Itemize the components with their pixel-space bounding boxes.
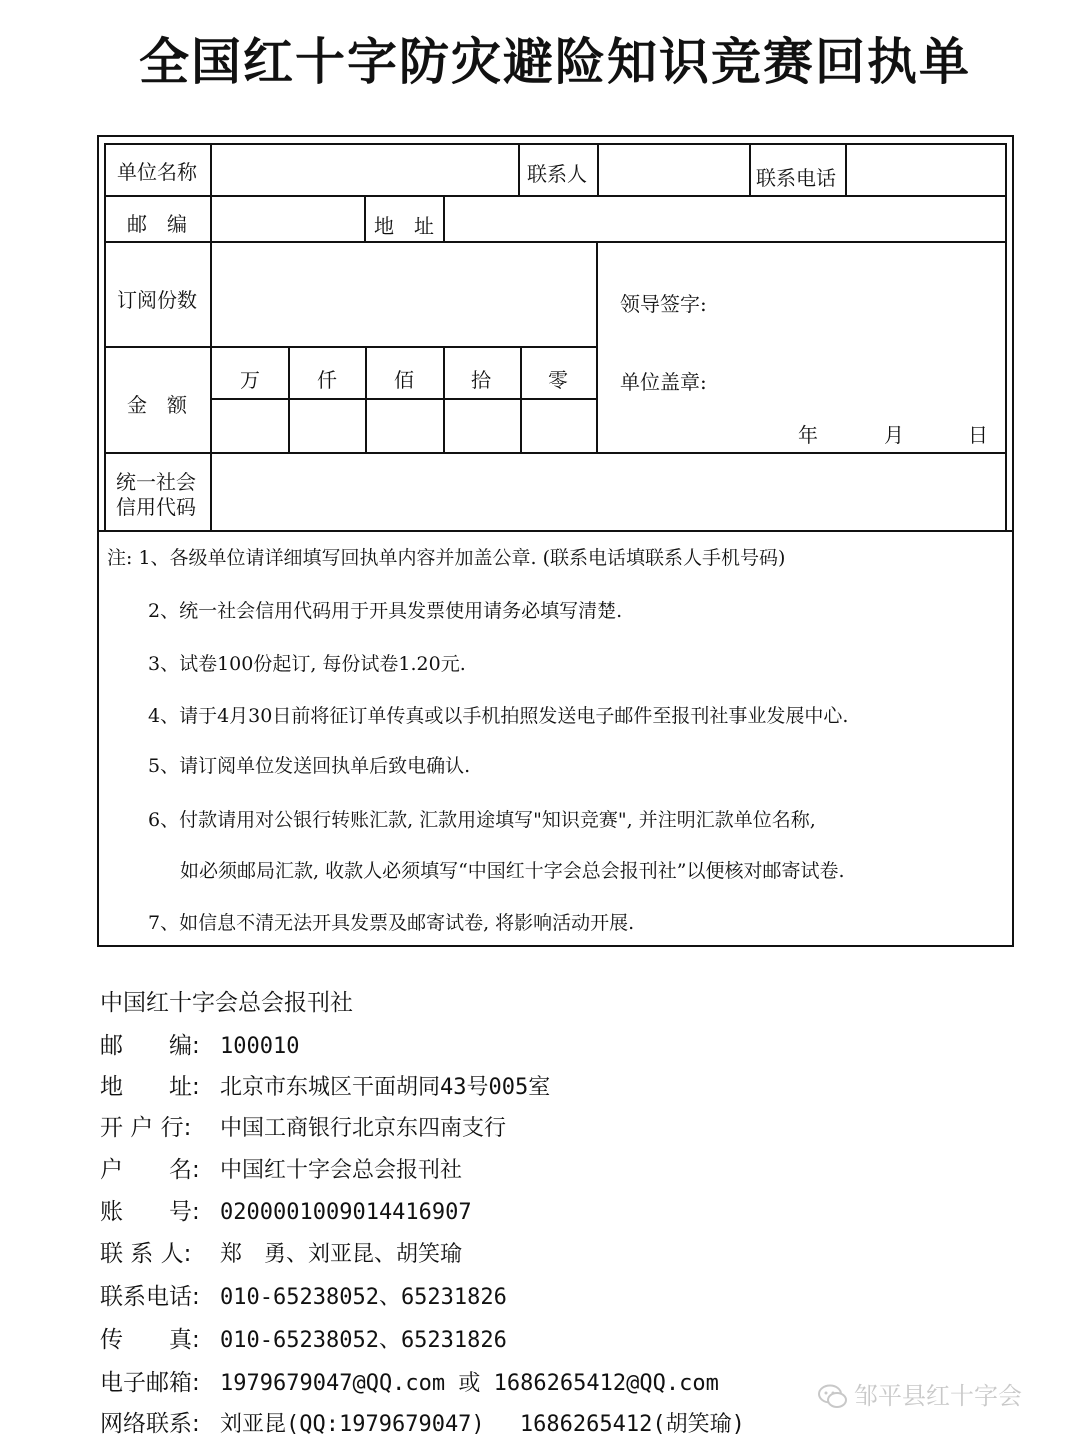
frame-top <box>97 135 1014 137</box>
amount-col-2 <box>365 346 367 452</box>
amount-unit-shi: 拾 <box>471 368 491 392</box>
fax-row-label: 传 真: <box>100 1327 200 1353</box>
account-name-row <box>100 1151 462 1184</box>
postcode-label: 邮 编 <box>127 212 187 236</box>
account-number-row-label: 账 号: <box>100 1199 200 1225</box>
bank-row-label: 开 户 行: <box>100 1115 192 1141</box>
note-6-continued: 如必须邮局汇款, 收款人必须填写“中国红十字会总会报刊社”以便核对邮寄试卷. <box>180 860 845 882</box>
email-row <box>100 1364 719 1397</box>
wechat-icon <box>818 1384 848 1410</box>
amount-col-3 <box>443 346 445 452</box>
online-contact-row-value: 刘亚昆(QQ:1979679047) 1686265412(胡笑瑜) <box>220 1412 745 1437</box>
note-4: 4、请于4月30日前将征订单传真或以手机拍照发送电子邮件至报刊社事业发展中心. <box>148 705 849 727</box>
fax-row <box>100 1321 507 1354</box>
contact-field[interactable] <box>599 147 748 194</box>
table-right <box>1005 143 1007 530</box>
contact-label: 联系人 <box>527 162 587 186</box>
fax-row-value: 010-65238052、65231826 <box>220 1328 507 1353</box>
date-year: 年 <box>798 423 818 447</box>
amount-col-1 <box>288 346 290 452</box>
credit-code-label-1: 统一社会 <box>116 470 196 494</box>
watermark <box>818 1376 1022 1411</box>
watermark-text: 邹平县红十字会 <box>854 1382 1022 1410</box>
subscription-label: 订阅份数 <box>117 288 197 312</box>
date-month: 月 <box>884 423 904 447</box>
online-contact-row <box>100 1405 745 1438</box>
frame-bottom <box>97 945 1014 947</box>
contact-person-row-label: 联 系 人: <box>100 1241 192 1267</box>
phone-field[interactable] <box>847 147 1004 194</box>
frame-left <box>97 135 99 947</box>
contact-phone-row-label: 联系电话: <box>100 1284 200 1310</box>
contact-phone-row-value: 010-65238052、65231826 <box>220 1285 507 1310</box>
postcode-field[interactable] <box>212 197 363 240</box>
col-line-phone <box>749 143 751 195</box>
date-day: 日 <box>968 423 988 447</box>
email-row-label: 电子邮箱: <box>100 1370 200 1396</box>
unit-seal-label: 单位盖章: <box>620 370 707 394</box>
note-1: 注: 1、各级单位请详细填写回执单内容并加盖公章. (联系电话填联系人手机号码) <box>107 547 786 569</box>
bank-row <box>100 1109 506 1142</box>
leader-sign-label: 领导签字: <box>620 292 707 316</box>
postcode-row <box>100 1027 299 1060</box>
note-2: 2、统一社会信用代码用于开具发票使用请务必填写清楚. <box>148 600 623 622</box>
credit-code-label-2: 信用代码 <box>116 495 196 519</box>
page-title: 全国红十字防灾避险知识竞赛回执单 <box>139 33 971 91</box>
account-number-row-value: 0200001009014416907 <box>220 1200 472 1225</box>
amount-unit-ling: 零 <box>548 368 568 392</box>
contact-phone-row <box>100 1278 507 1311</box>
phone-label: 联系电话 <box>756 166 836 190</box>
address-row <box>100 1068 550 1101</box>
row-line-5 <box>97 530 1014 532</box>
email-row-value: 1979679047@QQ.com 或 1686265412@QQ.com <box>220 1371 719 1396</box>
address-row-value: 北京市东城区干面胡同43号005室 <box>220 1075 551 1100</box>
amount-unit-wan: 万 <box>240 368 260 392</box>
online-contact-row-label: 网络联系: <box>100 1411 200 1437</box>
col-line-contact <box>518 143 520 195</box>
frame-right <box>1012 135 1014 947</box>
account-number-row <box>100 1193 472 1226</box>
sign-col-line <box>596 241 598 454</box>
publisher-name: 中国红十字会总会报刊社 <box>100 990 353 1016</box>
amount-label: 金 额 <box>127 393 187 417</box>
amount-unit-bai: 佰 <box>394 368 414 392</box>
postcode-row-value: 100010 <box>220 1034 300 1059</box>
note-5: 5、请订阅单位发送回执单后致电确认. <box>148 755 471 777</box>
address-field[interactable] <box>445 197 1004 240</box>
address-label: 地 址 <box>374 214 434 238</box>
unit-name-field[interactable] <box>212 147 517 194</box>
subscription-field[interactable] <box>212 243 595 345</box>
table-left <box>104 143 106 530</box>
row-line-3 <box>104 346 597 348</box>
amount-mid-line <box>211 398 597 400</box>
col-line-address <box>364 195 366 243</box>
note-7: 7、如信息不清无法开具发票及邮寄试卷, 将影响活动开展. <box>148 912 635 934</box>
bank-row-value: 中国工商银行北京东四南支行 <box>220 1116 507 1141</box>
unit-name-label: 单位名称 <box>117 160 197 184</box>
amount-unit-qian: 仟 <box>317 368 337 392</box>
note-3: 3、试卷100份起订, 每份试卷1.20元. <box>148 653 466 675</box>
note-6: 6、付款请用对公银行转账汇款, 汇款用途填写"知识竞赛", 并注明汇款单位名称, <box>148 809 816 831</box>
table-top <box>104 143 1007 145</box>
postcode-row-label: 邮 编: <box>100 1033 200 1059</box>
contact-person-row-value: 郑 勇、刘亚昆、胡笑瑜 <box>220 1242 463 1267</box>
account-name-row-value: 中国红十字会总会报刊社 <box>220 1158 463 1183</box>
account-name-row-label: 户 名: <box>100 1157 200 1183</box>
amount-col-4 <box>520 346 522 452</box>
credit-code-field[interactable] <box>212 454 1004 529</box>
address-row-label: 地 址: <box>100 1074 200 1100</box>
contact-person-row <box>100 1235 462 1268</box>
